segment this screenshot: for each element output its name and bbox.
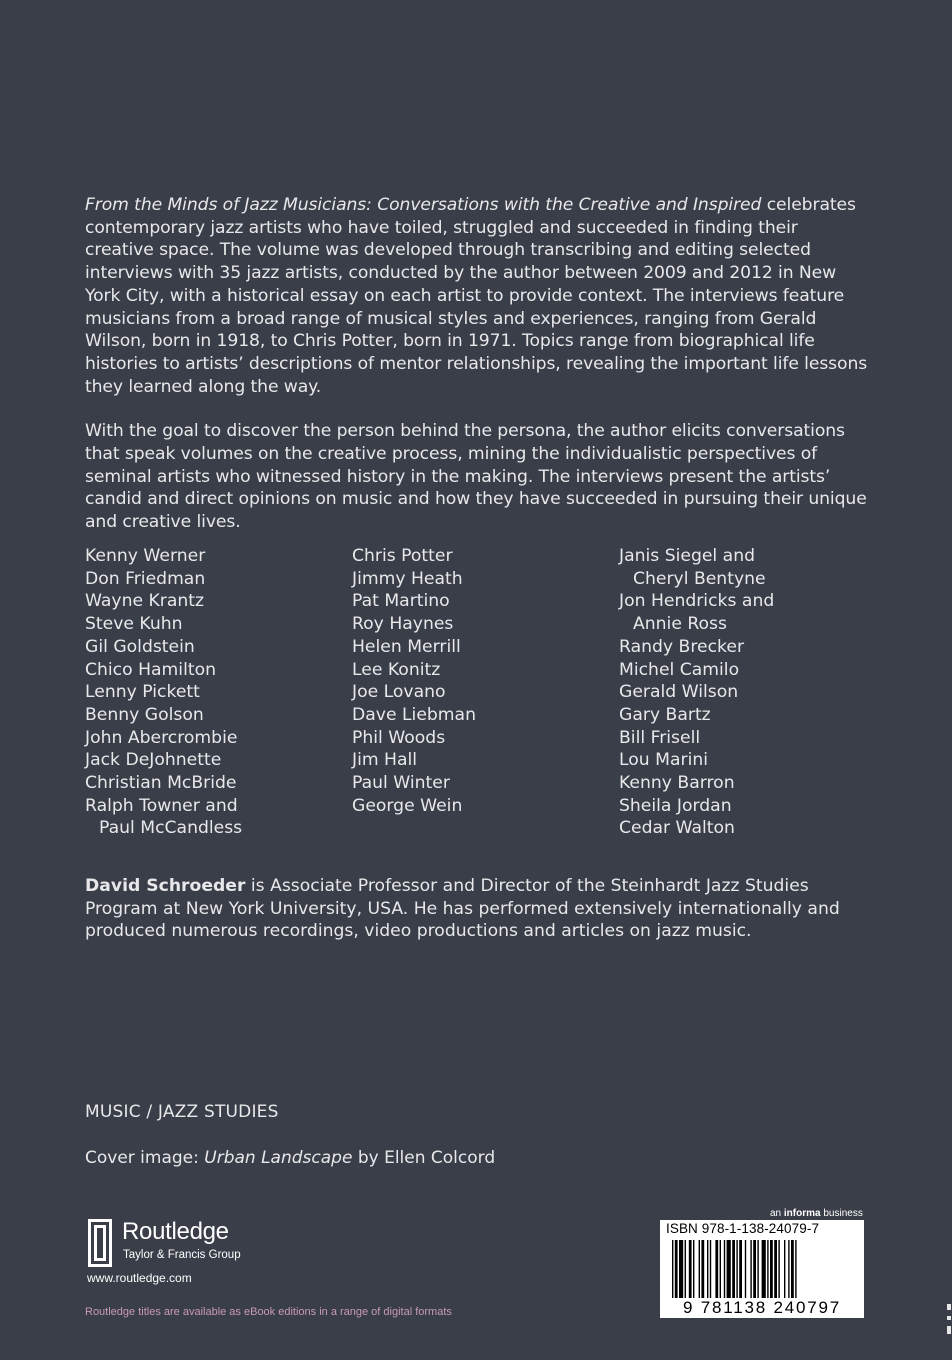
barcode-bar — [675, 1240, 678, 1298]
barcode-bar — [791, 1240, 794, 1298]
barcode-bar — [757, 1240, 758, 1298]
musician-name: Roy Haynes — [352, 614, 454, 635]
musician-name: Randy Brecker — [619, 636, 745, 657]
musician-name: Lenny Pickett — [85, 682, 200, 703]
musician-name: Janis Siegel and — [619, 546, 756, 566]
musician-name: Chico Hamilton — [85, 659, 216, 680]
musician-name: Lee Konitz — [352, 659, 441, 680]
musician-name: George Wein — [352, 795, 463, 816]
musician-column-3 — [619, 545, 774, 840]
barcode-bar — [724, 1240, 725, 1298]
musician-name: Gerald Wilson — [619, 682, 739, 703]
barcode-bar — [739, 1240, 742, 1298]
musician-name: Bill Frisell — [619, 727, 701, 748]
musician-column-2 — [352, 545, 476, 817]
musician-name: Gary Bartz — [619, 704, 711, 725]
musician-name: Cheryl Bentyne — [633, 568, 766, 589]
musician-name: Phil Woods — [352, 727, 446, 748]
musician-name: Benny Golson — [85, 704, 204, 725]
barcode-bar — [762, 1240, 766, 1298]
barcode-bar — [707, 1240, 708, 1298]
musician-name: Wayne Krantz — [85, 591, 205, 612]
informa-prefix: an — [770, 1208, 784, 1219]
musician-name: Dave Liebman — [352, 704, 476, 725]
musician-name: Jon Hendricks and — [619, 591, 775, 612]
musician-name: Ralph Towner and — [85, 795, 238, 816]
author-name: David Schroeder — [85, 876, 246, 896]
musician-name: Kenny Barron — [619, 773, 735, 794]
subject-category: MUSIC / JAZZ STUDIES — [85, 1102, 279, 1122]
cover-credit — [85, 1148, 495, 1168]
musician-name: Lou Marini — [619, 750, 709, 771]
ebook-note: Routledge titles are available as eBook editions in a range of digital formats — [85, 1306, 452, 1318]
barcode-bar — [795, 1240, 796, 1298]
musician-name: Pat Martino — [352, 591, 450, 612]
musician-name: Don Friedman — [85, 568, 206, 589]
description-paragraph-2: With the goal to discover the person behind the persona, the author elicits conversations that speak volumes on the creative process, mining the individualistic perspectives of seminal artists who witnessed history in the making. The interviews present the artists’ candid and direct opinions on music and how they have succeeded in pursuing their unique and creative lives. — [85, 421, 867, 533]
musician-name: Jack DeJohnette — [85, 750, 222, 771]
barcode-bar — [685, 1240, 686, 1298]
musician-name: Chris Potter — [352, 546, 453, 566]
musician-name: Sheila Jordan — [619, 795, 732, 816]
musician-name: Helen Merrill — [352, 636, 461, 657]
musician-name: John Abercrombie — [85, 727, 238, 748]
musician-name: Jim Hall — [352, 750, 418, 771]
barcode-bar — [710, 1240, 711, 1298]
cover-credit-artist: by Ellen Colcord — [352, 1148, 496, 1168]
barcode-bar — [770, 1240, 773, 1298]
musician-name: Paul McCandless — [99, 818, 243, 839]
description-text-1: celebrates contemporary jazz artists who have toiled, struggled and succeeded in finding their creative space. The volume was developed through transcribing and editing selected interviews with 35 jazz artists, conducted by the author between 2009 and 2012 in New York City, with a historical essay on each artist to provide context. The interviews feature musicians from a broad range of musical styles and experiences, ranging from Gerald Wilson, born in 1918, to Chris Potter, born in 1971. Topics range from biographical life histories to artists’ descriptions of mentor relationships, revealing the important life lessons they learned along the way. — [85, 195, 868, 397]
musician-name: Paul Winter — [352, 773, 450, 794]
publisher-name: Routledge — [122, 1218, 229, 1245]
barcode-bar — [788, 1240, 789, 1298]
description-paragraph-1 — [85, 194, 870, 398]
informa-suffix: business — [820, 1208, 863, 1219]
musician-name: Joe Lovano — [352, 682, 446, 703]
informa-brand: informa — [783, 1208, 821, 1219]
barcode-bar — [720, 1240, 721, 1298]
barcode-bar — [774, 1240, 777, 1298]
barcode-bar — [736, 1240, 737, 1298]
musician-name: Cedar Walton — [619, 818, 735, 839]
informa-tagline — [770, 1208, 863, 1219]
musician-name: Christian McBride — [85, 773, 237, 794]
musician-name: Gil Goldstein — [85, 636, 195, 657]
musician-name: Steve Kuhn — [85, 614, 183, 635]
musician-column-1 — [85, 545, 242, 840]
author-bio-text: is Associate Professor and Director of the Steinhardt Jazz Studies Program at New York University, USA. He has performed extensively internationally and produced numerous recordings, video productions and articles on jazz music. — [85, 876, 840, 942]
cover-credit-prefix: Cover image: — [85, 1148, 205, 1168]
musician-name: Annie Ross — [633, 614, 727, 635]
musician-name: Jimmy Heath — [352, 568, 463, 589]
routledge-logo-icon — [88, 1219, 112, 1267]
barcode-bar — [679, 1240, 683, 1298]
barcode-bar — [701, 1240, 704, 1298]
barcode-bar — [672, 1240, 673, 1298]
barcode-bar — [750, 1240, 751, 1298]
publisher-group: Taylor & Francis Group — [123, 1249, 241, 1261]
barcode-bar — [689, 1240, 692, 1298]
barcode-bar — [715, 1240, 718, 1298]
barcode-bar — [727, 1240, 731, 1298]
musician-name: Michel Camilo — [619, 659, 740, 680]
barcode-bar — [732, 1240, 735, 1298]
barcode-bar — [745, 1240, 746, 1298]
spine-edge-marks — [944, 1296, 952, 1360]
barcode-bar — [767, 1240, 768, 1298]
isbn-barcode — [660, 1220, 864, 1318]
musician-name: Kenny Werner — [85, 546, 206, 566]
barcode-bar — [753, 1240, 756, 1298]
barcode-bar — [699, 1240, 700, 1298]
publisher-website[interactable]: www.routledge.com — [87, 1271, 192, 1285]
author-bio — [85, 875, 870, 943]
cover-artwork-title: Urban Landscape — [204, 1148, 353, 1168]
book-description — [85, 194, 870, 556]
book-title: From the Minds of Jazz Musicians: Conversations with the Creative and Inspired — [85, 195, 762, 215]
barcode-bar — [778, 1240, 779, 1298]
isbn-label: ISBN 978-1-138-24079-7 — [666, 1221, 820, 1236]
barcode-bar — [784, 1240, 785, 1298]
barcode-digits: 9 781138 240797 — [682, 1298, 842, 1317]
barcode-bar — [693, 1240, 694, 1298]
